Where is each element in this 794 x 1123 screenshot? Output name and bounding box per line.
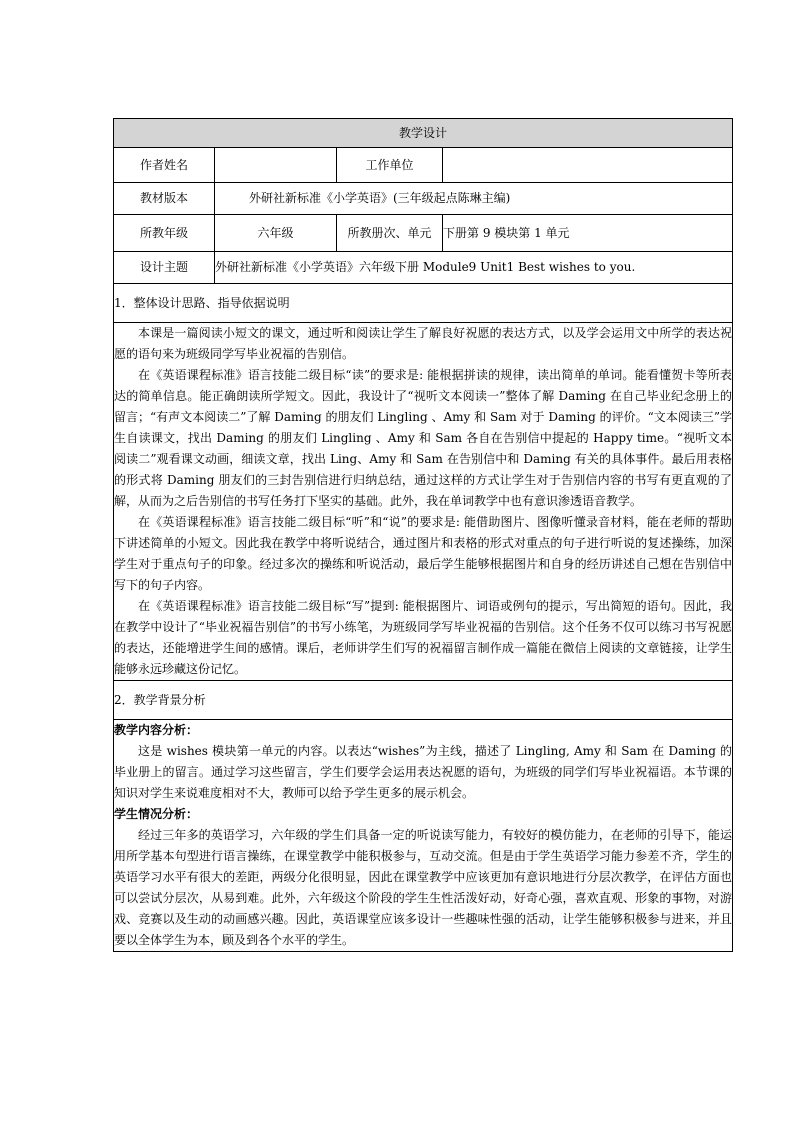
student-analysis-paragraph: 经过三年多的英语学习，六年级的学生们具备一定的听说读写能力，有较好的模仿能力，在老师的引导下，能运用所学基本句型进行语言操练，在课堂教学中能积极参与，互动交流。但是由于学生英语学习能力参差不齐，学生的英语学习水平有很大的差距，两级分化很明显，因此在课堂教学中应该更加有意识地进行分层次教学，在评估方面也可以尝试分层次，从易到难。此外，六年级这个阶段的学生生性活泼好动，好奇心强，喜欢直观、形象的事物，对游戏、竞赛以及生动的动画感兴趣。因此，英语课堂应该多设计一些趣味性强的活动，让学生能够积极参与进来，并且要以全体学生为本，顾及到各个水平的学生。 <box>114 828 733 947</box>
content-analysis-paragraph: 这是 wishes 模块第一单元的内容。以表达“wishes”为主线，描述了 Lingling, Amy 和 Sam 在 Daming 的毕业册上的留言。通过学习这些留言，学生们要学会运用表达祝愿的语句，为班级的同学们写毕业祝福语。本节课的知识对学生来说难度相对不大，教师可以给予学生更多的展示机会。 <box>114 744 733 800</box>
volume-label: 所教册次、单元 <box>337 215 443 252</box>
section1-paragraph-3: 在《英语课程标准》语言技能二级目标“听”和“说”的要求是: 能借助图片、图像听懂录音材料，能在老师的帮助下讲述简单的小短文。因此我在教学中将听说结合，通过图片和表格的形式对重点的句子进行听说的复述操练，加深学生对于重点句子的印象。经过多次的操练和听说活动，最后学生能够根据图片和自身的经历讲述自己想在告别信中写下的句子内容。 <box>114 515 733 592</box>
table-title: 教学设计 <box>114 119 733 148</box>
section2-body <box>114 720 733 952</box>
grade-value: 六年级 <box>215 215 337 252</box>
student-analysis-label: 学生情况分析： <box>114 807 199 821</box>
section2-heading: 2．教学背景分析 <box>114 681 733 720</box>
textbook-value: 外研社新标准《小学英语》(三年级起点陈琳主编) <box>215 183 733 215</box>
section1-heading: 1．整体设计思路、指导依据说明 <box>114 284 733 323</box>
author-label: 作者姓名 <box>114 148 215 183</box>
textbook-label: 教材版本 <box>114 183 215 215</box>
grade-label: 所教年级 <box>114 215 215 252</box>
section1-paragraph-4: 在《英语课程标准》语言技能二级目标“写”提到: 能根据图片、词语或例句的提示，写出简短的语句。因此，我在教学中设计了“毕业祝福告别信”的书写小练笔，为班级同学写毕业祝福的告别信。这个任务不仅可以练习书写祝愿的表达，还能增进学生间的感情。课后，老师讲学生们写的祝福留言制作成一篇能在微信上阅读的文章链接，让学生能够永远珍藏这份记忆。 <box>114 599 733 676</box>
work-unit-label: 工作单位 <box>337 148 443 183</box>
section1-body <box>114 323 733 681</box>
volume-value: 下册第 9 模块第 1 单元 <box>443 215 733 252</box>
lesson-design-table <box>113 118 733 952</box>
author-value <box>215 148 337 183</box>
theme-value: 外研社新标准《小学英语》六年级下册 Module9 Unit1 Best wishes to you. <box>215 252 733 284</box>
section1-paragraph-1: 本课是一篇阅读小短文的课文，通过听和阅读让学生了解良好祝愿的表达方式，以及学会运用文中所学的表达祝愿的语句来为班级同学写毕业祝福的告别信。 <box>114 326 733 361</box>
theme-label: 设计主题 <box>114 252 215 284</box>
section1-paragraph-2: 在《英语课程标准》语言技能二级目标“读”的要求是: 能根据拼读的规律，读出简单的单词。能看懂贺卡等所表达的简单信息。能正确朗读所学短文。因此，我设计了“视听文本阅读一”整体了解 Daming 在自己毕业纪念册上的留言；“有声文本阅读二”了解 Daming 的朋友们 Lingling 、Amy 和 Sam 对于 Daming 的评价。“文本阅读三”学生自读课文，找出 Daming 的朋友们 Lingling 、Amy 和 Sam 各自在告别信中提起的 Happy time。“视听文本阅读二”观看课文动画，细读文章，找出 Ling、Amy 和 Sam 在告别信中和 Daming 有关的具体事件。最后用表格的形式将 Daming 朋友们的三封告别信进行归纳总结，通过这样的方式让学生对于告别信内容的书写有更直观的了解，从而为之后告别信的书写任务打下坚实的基础。此外，我在单词教学中也有意识渗透语音教学。 <box>114 368 733 508</box>
content-analysis-label: 教学内容分析： <box>114 723 199 737</box>
work-unit-value <box>443 148 733 183</box>
